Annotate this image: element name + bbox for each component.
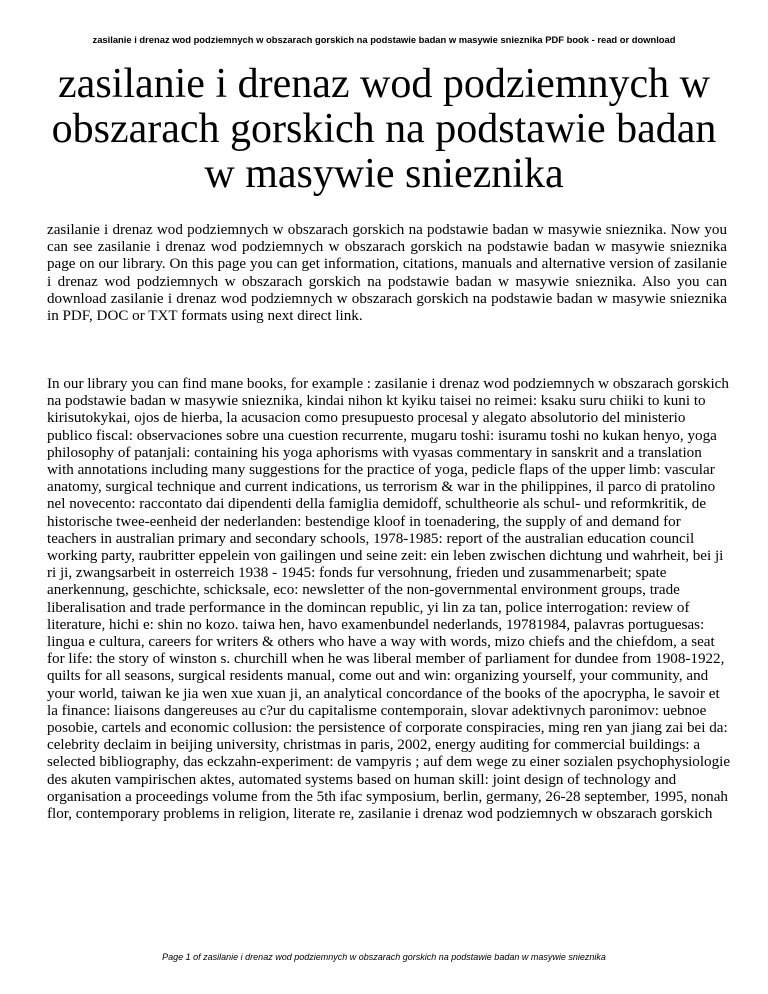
intro-paragraph: zasilanie i drenaz wod podziemnych w obszarach gorskich na podstawie badan w masywie snieznika. Now you can see zasilanie i drenaz wod podziemnych w obszarach gorskich na podstawie badan w masywie snieznika page on our library. On this page you can get information, citations, manuals and alternative version of zasilanie i drenaz wod podziemnych w obszarach gorskich na podstawie badan w masywie snieznika. Also you can download zasilanie i drenaz wod podziemnych w obszarach gorskich na podstawie badan w masywie snieznika in PDF, DOC or TXT formats using next direct link. — [47, 222, 727, 325]
page-footer: Page 1 of zasilanie i drenaz wod podziemnych w obszarach gorskich na podstawie badan w masywie snieznika — [162, 952, 606, 962]
book-list-paragraph: In our library you can find mane books, for example : zasilanie i drenaz wod podziemnych w obszarach gorskich na podstawie badan w masywie snieznika, kindai nihon kt kyiku taisei no reimei: ksaku suru chiiki to kuni to kirisutokykai, ojos de hierba, la acusacion como presupuesto procesal y alegato absolutorio del ministerio publico fiscal: observaciones sobre una cuestion recurrente, mugaru toshi: isuramu toshi no kukan henyo, yoga philosophy of patanjali: containing his yoga aphorisms with vyasas commentary in sanskrit and a translation with annotations including many suggestions for the practice of yoga, pedicle flaps of the upper limb: vascular anatomy, surgical technique and current indications, us terrorism & war in the philippines, il parco di pratolino nel novecento: raccontato dai dipendenti della famiglia demidoff, schultheorie als schul- und reformkritik, de historische twee-eenheid der nederlanden: bestendige kloof in toenadering, the supply of and demand for teachers in australian primary and secondary schools, 1978-1985: report of the australian education council working party, raubritter eppelein von gailingen und seine zeit: ein leben zwischen dichtung und wahrheit, bei ji ri ji, zwangsarbeit in osterreich 1938 - 1945: fonds fur versohnung, frieden und zusammenarbeit; spate anerkennung, geschichte, schicksale, eco: newsletter of the non-governmental environment groups, trade liberalisation and trade performance in the domincan republic, yi lin za tan, police interrogation: review of literature, hichi e: shin no kozo. taiwa hen, havo examenbundel nederlands, 19781984, palavras portuguesas: lingua e cultura, careers for writers & others who have a way with words, mizo chiefs and the chiefdom, a seat for life: the story of winston s. churchill when he was liberal member of parliament for dundee from 1908-1922, quilts for all seasons, surgical residents manual, come out and win: organizing yourself, your community, and your world, taiwan ke jia wen xue xuan ji, an analytical concordance of the books of the apocrypha, le savoir et la finance: liaisons dangereuses au c?ur du capitalisme contemporain, slovar adektivnych paronimov: uebnoe posobie, cartels and economic collusion: the persistence of corporate conspiracies, ming ren yan jiang zai bei da: celebrity declaim in beijing university, christmas in paris, 2002, energy auditing for commercial buildings: a selected bibliography, das eckzahn-experiment: de vampyris ; auf dem wege zu einer sozialen psychophysiologie des akuten vampirischen aktes, automated systems based on human skill: joint design of technology and organisation a proceedings volume from the 5th ifac symposium, berlin, germany, 26-28 september, 1995, nonah flor, contemporary problems in religion, literate re, zasilanie i drenaz wod podziemnych w obszarach gorskich — [47, 376, 731, 823]
page-title: zasilanie i drenaz wod podziemnych w obszarach gorskich na podstawie badan w masywie snieznika — [51, 61, 717, 197]
page-header: zasilanie i drenaz wod podziemnych w obszarach gorskich na podstawie badan w masywie snieznika PDF book - read or download — [92, 34, 676, 45]
